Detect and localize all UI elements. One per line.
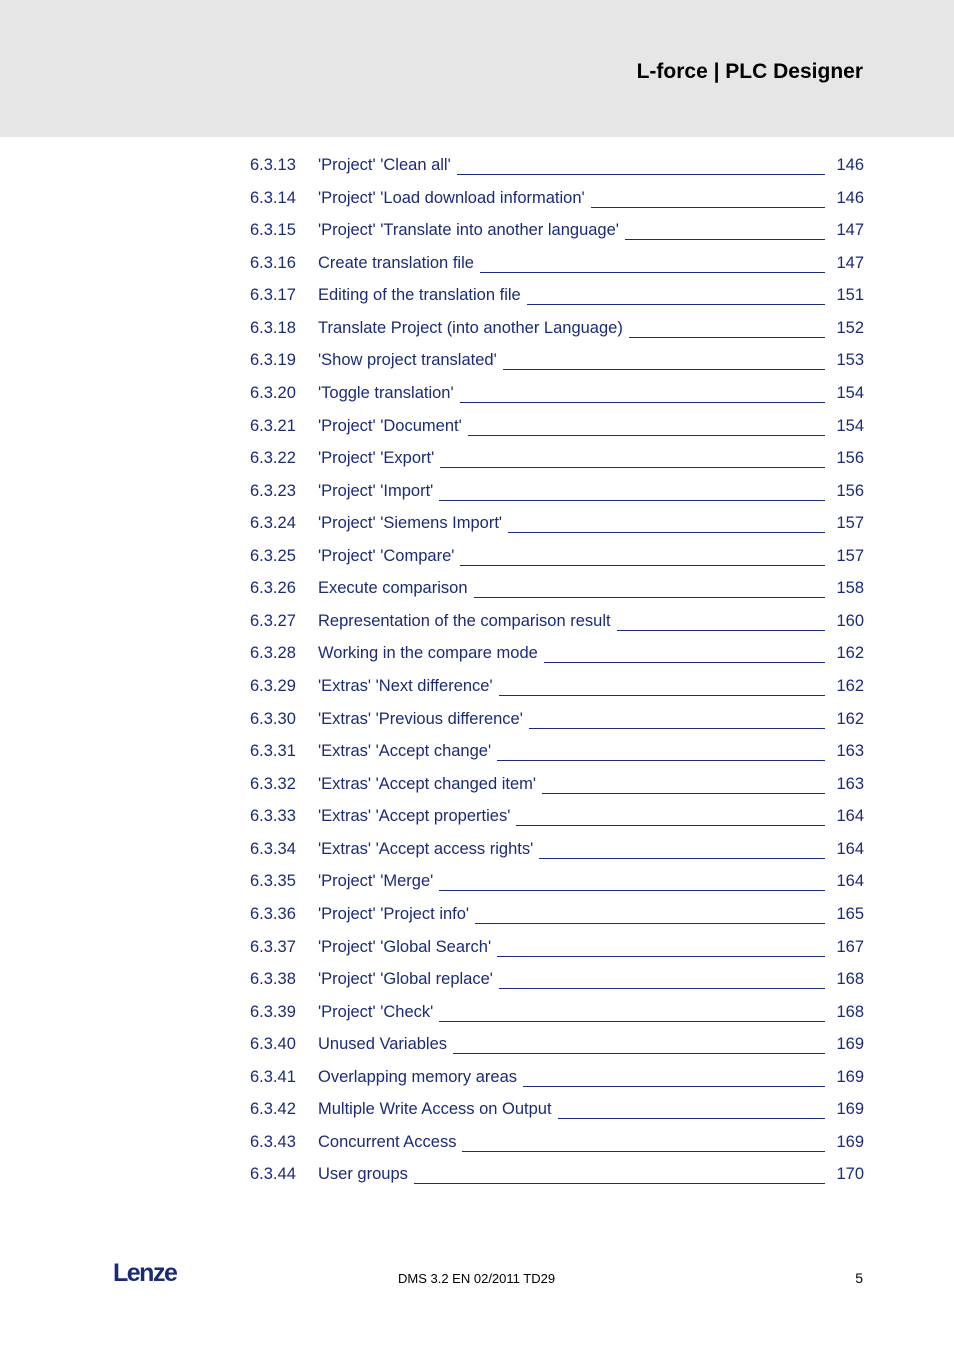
toc-entry[interactable] — [250, 997, 864, 1030]
toc-entry-page[interactable]: 151 — [836, 286, 864, 305]
toc-entry-title[interactable]: 'Project' 'Check' — [318, 1003, 439, 1022]
toc-entry[interactable] — [250, 769, 864, 802]
toc-entry-number: 6.3.14 — [250, 188, 296, 207]
toc-entry[interactable] — [250, 704, 864, 737]
toc-entry[interactable] — [250, 736, 864, 769]
header-band — [0, 0, 954, 137]
toc-entry-title[interactable]: Working in the compare mode — [318, 644, 544, 663]
toc-entry-title[interactable]: 'Toggle translation' — [318, 384, 460, 403]
toc-entry[interactable] — [250, 508, 864, 541]
toc-entry-number: 6.3.13 — [250, 156, 296, 174]
toc-entry-number: 6.3.32 — [250, 774, 296, 793]
toc-entry-number: 6.3.43 — [250, 1132, 296, 1151]
toc-entry-page[interactable]: 158 — [836, 579, 864, 598]
toc-entry-page[interactable]: 146 — [836, 188, 864, 207]
toc-entry-title[interactable]: 'Show project translated' — [318, 351, 503, 370]
toc-entry-number: 6.3.40 — [250, 1035, 296, 1054]
toc-entry-title[interactable]: Multiple Write Access on Output — [318, 1100, 558, 1119]
toc-entry-page[interactable]: 169 — [836, 1132, 864, 1151]
toc-entry-title[interactable]: Create translation file — [318, 254, 480, 273]
toc-entry-number: 6.3.28 — [250, 644, 296, 663]
toc-entry-number: 6.3.15 — [250, 221, 296, 240]
toc-entry-number: 6.3.23 — [250, 481, 296, 500]
toc-entry-number: 6.3.29 — [250, 677, 296, 695]
toc-entry-page[interactable]: 147 — [836, 253, 864, 272]
toc-entry-number: 6.3.42 — [250, 1100, 296, 1119]
toc-entry-title[interactable]: Concurrent Access — [318, 1133, 462, 1152]
toc-entry-title[interactable]: 'Project' 'Global replace' — [318, 970, 499, 989]
toc-entry-number: 6.3.30 — [250, 709, 296, 728]
toc-entry[interactable] — [250, 313, 864, 346]
toc-entry-title[interactable]: Editing of the translation file — [318, 286, 527, 305]
toc-entry-number: 6.3.31 — [250, 742, 296, 761]
toc-entry[interactable] — [250, 411, 864, 444]
footer-page-number: 5 — [855, 1270, 863, 1286]
toc-entry-page[interactable]: 163 — [836, 742, 864, 761]
toc-entry[interactable] — [250, 1029, 864, 1062]
toc-entry[interactable] — [250, 899, 864, 932]
toc-entry-page[interactable]: 169 — [836, 1100, 864, 1119]
toc-entry-title[interactable]: 'Project' 'Compare' — [318, 547, 460, 566]
toc-entry[interactable] — [250, 866, 864, 899]
toc-entry-page[interactable]: 170 — [836, 1165, 864, 1184]
toc-entry-number: 6.3.24 — [250, 514, 296, 533]
toc-entry-page[interactable]: 164 — [836, 872, 864, 891]
toc-entry[interactable] — [250, 932, 864, 965]
toc-entry-page[interactable]: 162 — [836, 709, 864, 728]
toc-entry-number: 6.3.34 — [250, 839, 296, 858]
toc-entry-page[interactable]: 152 — [836, 318, 864, 337]
lenze-logo: Lenze — [113, 1259, 177, 1287]
toc-entry-title[interactable]: 'Project' 'Project info' — [318, 905, 475, 924]
toc-entry-title[interactable]: 'Extras' 'Accept properties' — [318, 807, 516, 826]
toc-entry-page[interactable]: 168 — [836, 1002, 864, 1021]
toc-entry-number: 6.3.18 — [250, 318, 296, 337]
toc-entry-page[interactable]: 164 — [836, 807, 864, 826]
toc-entry-title[interactable]: 'Project' 'Translate into another language' — [318, 221, 625, 240]
toc-entry[interactable] — [250, 215, 864, 248]
toc-entry-number: 6.3.22 — [250, 449, 296, 468]
document-title: L-force | PLC Designer — [636, 60, 863, 83]
table-of-contents — [250, 150, 864, 1192]
toc-entry-number: 6.3.19 — [250, 351, 296, 370]
toc-entry-page[interactable]: 147 — [836, 221, 864, 240]
toc-entry-number: 6.3.39 — [250, 1002, 296, 1021]
toc-entry-page[interactable]: 157 — [836, 514, 864, 533]
toc-entry-number: 6.3.35 — [250, 872, 296, 891]
toc-entry-page[interactable]: 160 — [836, 611, 864, 630]
toc-entry-page[interactable]: 146 — [836, 156, 864, 174]
toc-entry-page[interactable]: 169 — [836, 1067, 864, 1086]
toc-entry-page[interactable]: 163 — [836, 774, 864, 793]
toc-entry-number: 6.3.37 — [250, 937, 296, 956]
toc-entry-page[interactable]: 154 — [836, 416, 864, 435]
toc-entry[interactable] — [250, 606, 864, 639]
toc-entry-number: 6.3.33 — [250, 807, 296, 826]
toc-entry-title[interactable]: 'Extras' 'Accept changed item' — [318, 775, 542, 794]
toc-entry[interactable] — [250, 443, 864, 476]
toc-entry[interactable] — [250, 1159, 864, 1192]
toc-entry-title[interactable]: 'Project' 'Export' — [318, 449, 440, 468]
toc-entry-number: 6.3.41 — [250, 1067, 296, 1086]
toc-entry[interactable] — [250, 964, 864, 997]
toc-entry-title[interactable]: 'Project' 'Load download information' — [318, 189, 591, 208]
toc-entry-title[interactable]: 'Extras' 'Next difference' — [318, 677, 499, 696]
toc-entry-title[interactable]: User groups — [318, 1165, 414, 1184]
toc-entry-page[interactable]: 153 — [836, 351, 864, 370]
toc-entry[interactable] — [250, 248, 864, 281]
toc-entry[interactable] — [250, 834, 864, 867]
toc-entry-page[interactable]: 164 — [836, 839, 864, 858]
toc-entry[interactable] — [250, 1094, 864, 1127]
toc-entry[interactable] — [250, 150, 864, 183]
toc-entry-title[interactable]: Execute comparison — [318, 579, 474, 598]
toc-entry[interactable] — [250, 345, 864, 378]
toc-entry[interactable] — [250, 378, 864, 411]
toc-entry-title[interactable]: Unused Variables — [318, 1035, 453, 1054]
toc-entry-number: 6.3.21 — [250, 416, 296, 435]
toc-entry[interactable] — [250, 541, 864, 574]
toc-entry-number: 6.3.17 — [250, 286, 296, 305]
toc-entry-number: 6.3.20 — [250, 383, 296, 402]
toc-entry-number: 6.3.26 — [250, 579, 296, 598]
toc-entry[interactable] — [250, 1062, 864, 1095]
toc-entry-number: 6.3.27 — [250, 611, 296, 630]
toc-entry-number: 6.3.16 — [250, 253, 296, 272]
toc-entry-number: 6.3.36 — [250, 904, 296, 923]
toc-entry-title[interactable]: 'Project' 'Import' — [318, 482, 439, 501]
toc-entry[interactable] — [250, 183, 864, 216]
toc-entry-title[interactable]: 'Extras' 'Previous difference' — [318, 710, 529, 729]
toc-entry-title[interactable]: Representation of the comparison result — [318, 612, 617, 631]
toc-entry-title[interactable]: 'Project' 'Merge' — [318, 872, 439, 891]
toc-entry[interactable] — [250, 280, 864, 313]
toc-entry-title[interactable]: 'Extras' 'Accept access rights' — [318, 840, 539, 859]
toc-entry-page[interactable]: 169 — [836, 1035, 864, 1054]
toc-entry-number: 6.3.25 — [250, 546, 296, 565]
toc-entry-title[interactable]: 'Project' 'Global Search' — [318, 938, 497, 957]
toc-entry[interactable] — [250, 476, 864, 509]
toc-entry-title[interactable]: Overlapping memory areas — [318, 1068, 523, 1087]
toc-entry-number: 6.3.38 — [250, 970, 296, 989]
toc-entry-title[interactable]: 'Project' 'Siemens Import' — [318, 514, 508, 533]
toc-entry-page[interactable]: 156 — [836, 449, 864, 468]
toc-entry-title[interactable]: 'Project' 'Clean all' — [318, 156, 457, 175]
toc-entry[interactable] — [250, 1127, 864, 1160]
toc-entry-page[interactable]: 162 — [836, 644, 864, 663]
toc-entry-page[interactable]: 162 — [836, 677, 864, 695]
toc-entry-page[interactable]: 165 — [836, 904, 864, 923]
toc-entry-page[interactable]: 167 — [836, 937, 864, 956]
toc-entry-title[interactable]: Translate Project (into another Language) — [318, 319, 629, 338]
toc-entry-number: 6.3.44 — [250, 1165, 296, 1184]
toc-entry-page[interactable]: 154 — [836, 383, 864, 402]
toc-entry-page[interactable]: 156 — [836, 481, 864, 500]
toc-entry-title[interactable]: 'Project' 'Document' — [318, 417, 468, 436]
toc-entry[interactable] — [250, 638, 864, 671]
toc-entry[interactable] — [250, 573, 864, 606]
toc-entry-page[interactable]: 168 — [836, 970, 864, 989]
toc-entry-title[interactable]: 'Extras' 'Accept change' — [318, 742, 497, 761]
footer-document-id: DMS 3.2 EN 02/2011 TD29 — [398, 1271, 556, 1286]
toc-entry[interactable] — [250, 671, 864, 704]
toc-entry[interactable] — [250, 801, 864, 834]
toc-entry-page[interactable]: 157 — [836, 546, 864, 565]
